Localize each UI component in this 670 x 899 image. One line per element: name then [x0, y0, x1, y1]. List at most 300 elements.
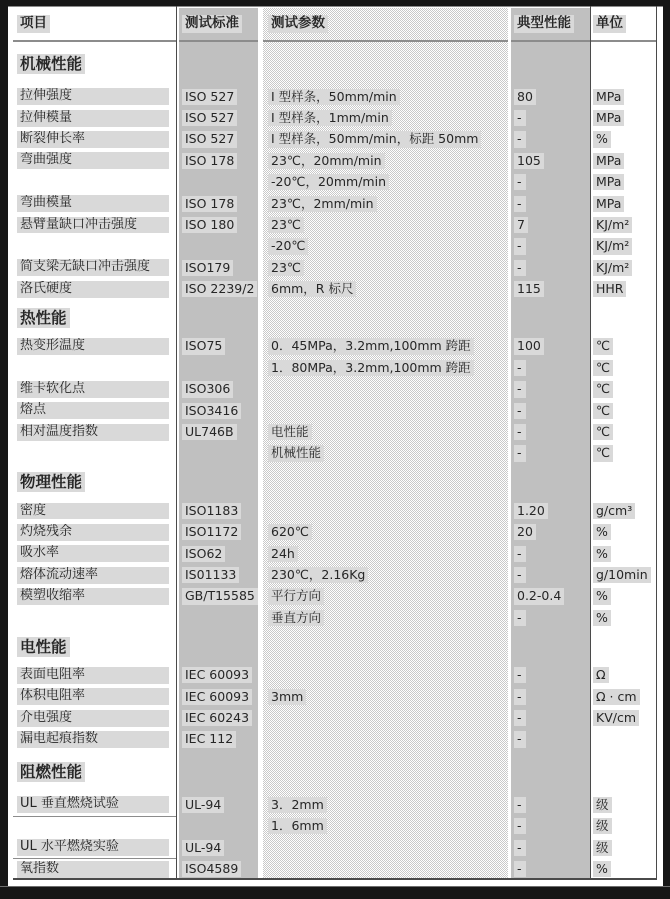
unit-cell — [591, 686, 656, 707]
standard-text: ISO62 — [182, 546, 225, 562]
typical-cell — [511, 816, 590, 837]
table-row — [13, 336, 656, 357]
item-cell — [13, 214, 176, 235]
param-text: I 型样条，50mm/min，标距 50mm — [268, 131, 481, 147]
section-label-flame: 阻燃性能 — [17, 762, 85, 782]
item-cell — [13, 443, 176, 464]
param-text: 6mm，R 标尺 — [268, 281, 356, 297]
typical-text: - — [514, 840, 526, 856]
unit-text: HHR — [593, 281, 626, 297]
standard-cell — [179, 193, 258, 214]
unit-text: MPa — [593, 174, 624, 190]
header-typical — [511, 8, 590, 42]
param-text: 3mm — [268, 689, 306, 705]
typical-cell — [511, 400, 590, 421]
typical-text: 1.20 — [514, 503, 548, 519]
param-cell — [263, 193, 508, 214]
typical-cell — [511, 837, 590, 858]
typical-cell — [511, 729, 590, 750]
typical-text: - — [514, 360, 526, 376]
item-cell — [13, 816, 176, 837]
param-cell — [263, 686, 508, 707]
item-cell — [13, 707, 176, 728]
typical-cell — [511, 236, 590, 257]
param-cell — [263, 543, 508, 564]
standard-cell — [179, 564, 258, 585]
typical-text: 100 — [514, 338, 544, 354]
unit-cell — [591, 86, 656, 107]
param-text: 230℃，2.16Kg — [268, 567, 368, 583]
typical-text: - — [514, 567, 526, 583]
table-row — [13, 522, 656, 543]
unit-text: MPa — [593, 153, 624, 169]
unit-text: ℃ — [593, 445, 613, 461]
unit-cell — [591, 729, 656, 750]
standard-cell — [179, 172, 258, 193]
standard-text: ISO 180 — [182, 217, 237, 233]
typical-text: - — [514, 546, 526, 562]
unit-text: ℃ — [593, 360, 613, 376]
item-text: UL 水平燃烧实验 — [17, 839, 169, 856]
unit-cell — [591, 707, 656, 728]
typical-cell — [511, 443, 590, 464]
header-item-label: 项目 — [17, 15, 50, 33]
standard-cell — [179, 665, 258, 686]
param-cell — [263, 214, 508, 235]
section-row-mechanical — [13, 42, 656, 86]
typical-text: - — [514, 689, 526, 705]
standard-cell — [179, 707, 258, 728]
item-cell — [13, 279, 176, 300]
table-row — [13, 607, 656, 628]
param-cell — [263, 522, 508, 543]
item-text: 弯曲模量 — [17, 195, 169, 212]
typical-cell — [511, 794, 590, 815]
item-cell — [13, 336, 176, 357]
standard-cell — [179, 729, 258, 750]
standard-text: ISO4589 — [182, 861, 241, 877]
typical-text: 105 — [514, 153, 544, 169]
param-cell — [263, 172, 508, 193]
unit-cell — [591, 500, 656, 521]
table-row — [13, 400, 656, 421]
unit-text: KJ/m² — [593, 238, 632, 254]
typical-cell — [511, 336, 590, 357]
unit-cell — [591, 214, 656, 235]
window-frame-bottom — [0, 886, 670, 899]
param-text: -20℃ — [268, 238, 308, 254]
standard-cell — [179, 129, 258, 150]
item-text: 漏电起痕指数 — [17, 731, 169, 748]
param-cell — [263, 665, 508, 686]
typical-text: 7 — [514, 217, 528, 233]
unit-text: % — [593, 610, 611, 626]
standard-cell — [179, 379, 258, 400]
table-row — [13, 107, 656, 128]
item-text: 洛氏硬度 — [17, 281, 169, 298]
standard-cell — [179, 257, 258, 278]
typical-cell — [511, 379, 590, 400]
standard-cell — [179, 107, 258, 128]
item-text: 密度 — [17, 503, 169, 520]
standard-text: ISO75 — [182, 338, 225, 354]
standard-cell — [179, 607, 258, 628]
item-cell — [13, 543, 176, 564]
unit-text: 级 — [593, 818, 612, 834]
properties-table — [13, 8, 656, 880]
table-row — [13, 193, 656, 214]
typical-cell — [511, 357, 590, 378]
item-cell — [13, 837, 176, 858]
item-cell — [13, 236, 176, 257]
item-text: 热变形温度 — [17, 338, 169, 355]
item-text: 模塑收缩率 — [17, 588, 169, 605]
typical-cell — [511, 564, 590, 585]
param-text: I 型样条，1mm/min — [268, 110, 392, 126]
table-row — [13, 729, 656, 750]
item-text: 相对温度指数 — [17, 424, 169, 441]
unit-text: ℃ — [593, 338, 613, 354]
item-cell — [13, 858, 176, 879]
window-frame-right — [663, 0, 670, 899]
typical-text: - — [514, 818, 526, 834]
item-cell — [13, 257, 176, 278]
param-text: 1．6mm — [268, 818, 327, 834]
param-text: I 型样条，50mm/min — [268, 89, 400, 105]
unit-text: Ω — [593, 667, 609, 683]
typical-text: - — [514, 667, 526, 683]
unit-text: 级 — [593, 840, 612, 856]
standard-cell — [179, 858, 258, 879]
standard-cell — [179, 543, 258, 564]
section-label-physical: 物理性能 — [17, 472, 85, 492]
param-cell — [263, 236, 508, 257]
typical-text: - — [514, 797, 526, 813]
standard-text: IEC 112 — [182, 731, 236, 747]
item-cell — [13, 107, 176, 128]
item-cell — [13, 794, 176, 815]
param-cell — [263, 858, 508, 879]
section-row-thermal — [13, 300, 656, 336]
item-cell — [13, 686, 176, 707]
section-cell-physical — [13, 464, 176, 500]
standard-text: ISO 527 — [182, 89, 237, 105]
typical-cell — [511, 500, 590, 521]
window-frame-left — [0, 0, 8, 899]
unit-cell — [591, 257, 656, 278]
typical-text: - — [514, 260, 526, 276]
param-cell — [263, 707, 508, 728]
item-cell — [13, 421, 176, 442]
item-cell — [13, 522, 176, 543]
item-cell — [13, 357, 176, 378]
standard-text: ISO3416 — [182, 403, 241, 419]
item-cell — [13, 500, 176, 521]
section-cell-mechanical — [13, 42, 176, 86]
typical-cell — [511, 707, 590, 728]
item-cell — [13, 564, 176, 585]
section-label-mechanical: 机械性能 — [17, 54, 85, 74]
typical-cell — [511, 86, 590, 107]
standard-text: ISO1172 — [182, 524, 241, 540]
param-text: 机械性能 — [268, 445, 324, 461]
unit-text: % — [593, 524, 611, 540]
standard-text: ISO179 — [182, 260, 233, 276]
unit-text: g/cm³ — [593, 503, 635, 519]
header-item — [13, 8, 176, 42]
unit-cell — [591, 443, 656, 464]
param-cell — [263, 336, 508, 357]
header-param — [263, 8, 508, 42]
section-row-physical — [13, 464, 656, 500]
table-row — [13, 129, 656, 150]
unit-text: KJ/m² — [593, 217, 632, 233]
standard-text: ISO 527 — [182, 110, 237, 126]
standard-cell — [179, 500, 258, 521]
item-text: UL 垂直燃烧试验 — [17, 796, 169, 813]
typical-text: - — [514, 381, 526, 397]
unit-cell — [591, 379, 656, 400]
table-row — [13, 421, 656, 442]
param-cell — [263, 837, 508, 858]
standard-text: IEC 60243 — [182, 710, 252, 726]
standard-text: GB/T15585 — [182, 588, 258, 604]
unit-text: Ω · cm — [593, 689, 640, 705]
item-cell — [13, 400, 176, 421]
unit-cell — [591, 279, 656, 300]
param-cell — [263, 816, 508, 837]
typical-text: - — [514, 196, 526, 212]
unit-text: g/10min — [593, 567, 651, 583]
param-text: 0．45MPa，3.2mm,100mm 跨距 — [268, 338, 474, 354]
table-row — [13, 214, 656, 235]
item-text: 悬臂量缺口冲击强度 — [17, 217, 169, 234]
param-cell — [263, 86, 508, 107]
standard-cell — [179, 150, 258, 171]
section-cell-electrical — [13, 629, 176, 665]
typical-cell — [511, 107, 590, 128]
table-row — [13, 686, 656, 707]
param-cell — [263, 107, 508, 128]
typical-text: 0.2-0.4 — [514, 588, 564, 604]
item-text: 简支梁无缺口冲击强度 — [17, 259, 169, 276]
unit-cell — [591, 816, 656, 837]
item-text: 表面电阻率 — [17, 667, 169, 684]
typical-cell — [511, 279, 590, 300]
table-row — [13, 236, 656, 257]
unit-cell — [591, 586, 656, 607]
header-standard — [179, 8, 258, 42]
unit-cell — [591, 794, 656, 815]
unit-text: KV/cm — [593, 710, 639, 726]
param-cell — [263, 794, 508, 815]
item-text: 拉伸模量 — [17, 110, 169, 127]
unit-text: MPa — [593, 89, 624, 105]
param-cell — [263, 500, 508, 521]
standard-cell — [179, 586, 258, 607]
typical-text: - — [514, 610, 526, 626]
unit-cell — [591, 607, 656, 628]
standard-text: UL746B — [182, 424, 237, 440]
standard-text: IEC 60093 — [182, 689, 252, 705]
typical-text: - — [514, 110, 526, 126]
typical-cell — [511, 214, 590, 235]
typical-cell — [511, 665, 590, 686]
param-text: 垂直方向 — [268, 610, 324, 626]
param-text: 电性能 — [268, 424, 312, 440]
window-frame-top — [0, 0, 670, 7]
standard-text: UL-94 — [182, 840, 224, 856]
table-header-row — [13, 8, 656, 42]
typical-cell — [511, 522, 590, 543]
table-row — [13, 543, 656, 564]
standard-cell — [179, 686, 258, 707]
unit-text: MPa — [593, 110, 624, 126]
param-cell — [263, 421, 508, 442]
table-row — [13, 564, 656, 585]
param-cell — [263, 586, 508, 607]
table-row — [13, 665, 656, 686]
item-text: 介电强度 — [17, 710, 169, 727]
param-cell — [263, 257, 508, 278]
typical-text: - — [514, 174, 526, 190]
section-cell-flame — [13, 750, 176, 794]
unit-text: % — [593, 131, 611, 147]
unit-cell — [591, 522, 656, 543]
unit-cell — [591, 357, 656, 378]
section-cell-thermal — [13, 300, 176, 336]
table-row — [13, 257, 656, 278]
standard-cell — [179, 421, 258, 442]
item-text: 断裂伸长率 — [17, 131, 169, 148]
section-label-electrical: 电性能 — [17, 637, 70, 657]
table-row — [13, 837, 656, 858]
unit-cell — [591, 421, 656, 442]
table-row — [13, 443, 656, 464]
standard-cell — [179, 86, 258, 107]
table-row — [13, 86, 656, 107]
typical-text: 80 — [514, 89, 536, 105]
param-text: 23℃ — [268, 217, 304, 233]
item-cell — [13, 586, 176, 607]
item-cell — [13, 665, 176, 686]
unit-cell — [591, 129, 656, 150]
standard-cell — [179, 400, 258, 421]
typical-cell — [511, 172, 590, 193]
table-right-border — [656, 6, 657, 880]
unit-cell — [591, 543, 656, 564]
standard-text: ISO 178 — [182, 196, 237, 212]
unit-cell — [591, 564, 656, 585]
item-cell — [13, 129, 176, 150]
param-text: -20℃，20mm/min — [268, 174, 389, 190]
param-cell — [263, 279, 508, 300]
param-text: 620℃ — [268, 524, 312, 540]
typical-cell — [511, 607, 590, 628]
standard-cell — [179, 794, 258, 815]
standard-text: UL-94 — [182, 797, 224, 813]
typical-cell — [511, 421, 590, 442]
table-row — [13, 794, 656, 815]
unit-cell — [591, 193, 656, 214]
typical-text: 115 — [514, 281, 544, 297]
param-cell — [263, 443, 508, 464]
item-text: 熔点 — [17, 402, 169, 419]
param-cell — [263, 564, 508, 585]
typical-cell — [511, 257, 590, 278]
typical-text: - — [514, 710, 526, 726]
param-cell — [263, 729, 508, 750]
standard-text: ISO 178 — [182, 153, 237, 169]
item-text: 维卡软化点 — [17, 381, 169, 398]
table-row — [13, 500, 656, 521]
table-row — [13, 172, 656, 193]
item-text: 体积电阻率 — [17, 688, 169, 705]
item-cell — [13, 729, 176, 750]
table-row — [13, 279, 656, 300]
param-cell — [263, 400, 508, 421]
unit-cell — [591, 107, 656, 128]
standard-cell — [179, 279, 258, 300]
unit-cell — [591, 837, 656, 858]
unit-text: % — [593, 588, 611, 604]
standard-text: IS01133 — [182, 567, 239, 583]
standard-text: ISO 2239/2 — [182, 281, 257, 297]
unit-text: ℃ — [593, 381, 613, 397]
unit-text: MPa — [593, 196, 624, 212]
unit-cell — [591, 336, 656, 357]
typical-text: - — [514, 238, 526, 254]
item-cell — [13, 86, 176, 107]
unit-text: % — [593, 861, 611, 877]
param-text: 23℃，2mm/min — [268, 196, 377, 212]
item-text: 拉伸强度 — [17, 88, 169, 105]
standard-text: ISO306 — [182, 381, 233, 397]
typical-text: - — [514, 424, 526, 440]
standard-text: ISO1183 — [182, 503, 241, 519]
item-text: 弯曲强度 — [17, 152, 169, 169]
section-label-thermal: 热性能 — [17, 308, 70, 328]
table-row — [13, 816, 656, 837]
table-row — [13, 586, 656, 607]
table-row — [13, 858, 656, 879]
header-param-label: 测试参数 — [268, 15, 328, 33]
unit-text: 级 — [593, 797, 612, 813]
param-cell — [263, 379, 508, 400]
typical-cell — [511, 129, 590, 150]
typical-text: - — [514, 731, 526, 747]
typical-cell — [511, 543, 590, 564]
param-cell — [263, 357, 508, 378]
item-cell — [13, 172, 176, 193]
unit-cell — [591, 172, 656, 193]
item-text: 吸水率 — [17, 545, 169, 562]
table-row — [13, 357, 656, 378]
item-cell — [13, 607, 176, 628]
param-cell — [263, 150, 508, 171]
unit-cell — [591, 858, 656, 879]
typical-cell — [511, 150, 590, 171]
standard-cell — [179, 236, 258, 257]
unit-text: ℃ — [593, 403, 613, 419]
item-text: 氧指数 — [17, 861, 169, 878]
standard-cell — [179, 443, 258, 464]
header-standard-label: 测试标准 — [182, 15, 242, 33]
table-row — [13, 150, 656, 171]
param-text: 平行方向 — [268, 588, 324, 604]
unit-cell — [591, 236, 656, 257]
unit-text: KJ/m² — [593, 260, 632, 276]
